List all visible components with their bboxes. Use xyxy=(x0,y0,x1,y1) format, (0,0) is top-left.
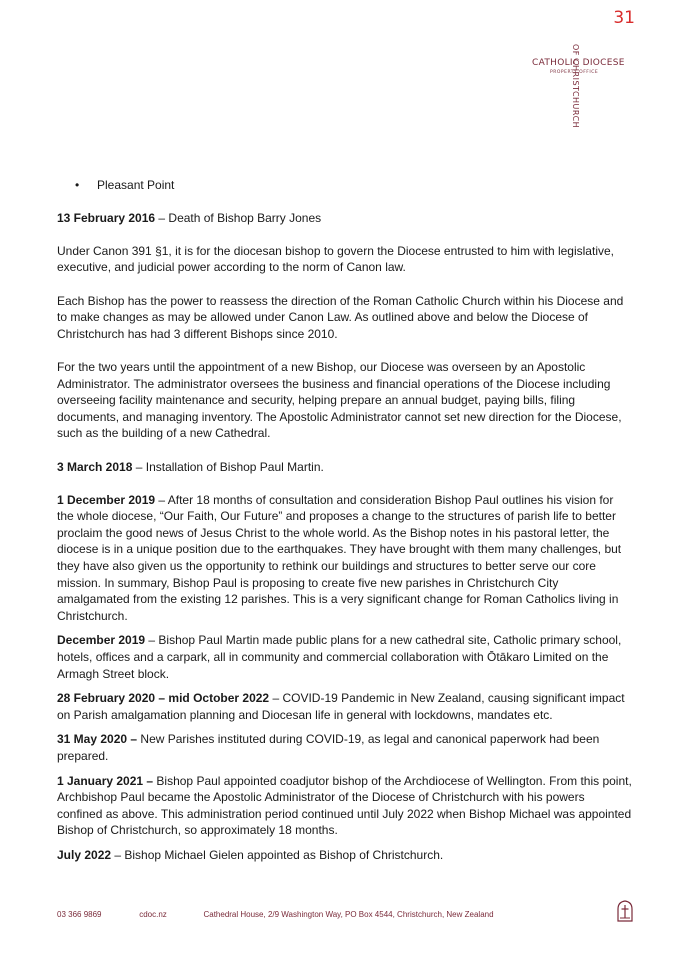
footer-address: Cathedral House, 2/9 Washington Way, PO Box 4544, Christchurch, New Zealand xyxy=(203,910,494,919)
paragraph-vision xyxy=(57,492,632,625)
logo-title: CATHOLIC DIOCESE xyxy=(532,58,625,68)
event-text: – Installation of Bishop Paul Martin. xyxy=(132,459,324,474)
cathedral-icon xyxy=(616,900,634,922)
event-date: December 2019 xyxy=(57,633,146,648)
paragraph-coadjutor xyxy=(57,773,632,839)
event-date: 1 January 2021 – xyxy=(57,773,154,788)
page-footer xyxy=(57,910,494,919)
paragraph-michael-gielen xyxy=(57,847,632,864)
diocese-logo xyxy=(528,44,628,159)
footer-phone: 03 366 9869 xyxy=(57,910,102,919)
event-text: Bishop Paul appointed coadjutor bishop of the Archdiocese of Wellington. From this point, Archbishop Paul became the Apostolic Administrator of the Diocese of Christchurch with his powers confined as above. This administration period continued until July 2022 when Bishop Michael was appointed Bishop of Christchurch, so approximately 18 months. xyxy=(57,773,632,838)
paragraph-installation xyxy=(57,459,632,476)
page-number: 31 xyxy=(613,8,635,28)
event-text: – After 18 months of consultation and consideration Bishop Paul outlines his vision for the whole diocese, “Our Faith, Our Future” and proposes a change to the structures of parish life to better proclaim the good news of Jesus Christ to the whole world. As the Bishop notes in his pastoral letter, the diocese is in a unique position due to the earthquakes. They have brought with them many challenges, but they have also given us the opportunity to rethink our buildings and structures to better serve our core mission. In summary, Bishop Paul is proposing to create five new parishes in Christchurch City amalgamated from the existing 12 parishes. This is a very significant change for Roman Catholics living in Christchurch. xyxy=(57,492,622,623)
event-date: 31 May 2020 – xyxy=(57,732,138,747)
event-date: 1 December 2019 xyxy=(57,492,156,507)
paragraph-cathedral-plans xyxy=(57,632,632,682)
event-date: July 2022 xyxy=(57,847,112,862)
logo-subtitle: PROPERTY OFFICE xyxy=(550,70,599,75)
logo-vertical-text: OF CHRISTCHURCH xyxy=(571,44,580,129)
document-body xyxy=(57,177,632,872)
paragraph-covid xyxy=(57,690,632,723)
paragraph-death-bishop xyxy=(57,210,632,227)
paragraph-bishop-power: Each Bishop has the power to reassess the direction of the Roman Catholic Church within his Diocese and to make changes as may be allowed under Canon Law. As outlined above and below the Diocese of Christchurch has had 3 different Bishops since 2010. xyxy=(57,293,624,341)
paragraph-administrator: For the two years until the appointment of a new Bishop, our Diocese was overseen by an Apostolic Administrator. The administrator oversees the business and financial operations of the Diocese including overseeing facility maintenance and security, helping prepare an annual budget, paying bills, filing documents, and managing inventory. The Apostolic Administrator cannot set new direction for the Diocese, such as the building of a new Cathedral. xyxy=(57,359,622,441)
paragraph-new-parishes xyxy=(57,731,632,764)
event-date: 3 March 2018 xyxy=(57,459,133,474)
paragraph-canon-law: Under Canon 391 §1, it is for the diocesan bishop to govern the Diocese entrusted to him with legislative, executive, and judicial power according to the norm of Canon law. xyxy=(57,243,614,275)
event-text: – Death of Bishop Barry Jones xyxy=(155,210,322,225)
event-text: – Bishop Michael Gielen appointed as Bishop of Christchurch. xyxy=(111,847,444,862)
event-text: – COVID-19 Pandemic in New Zealand, causing significant impact on Parish amalgamation planning and Diocesan life in general with lockdowns, mandates etc. xyxy=(57,691,625,722)
bullet-icon: • xyxy=(75,178,80,192)
event-date: 13 February 2016 xyxy=(57,210,156,225)
event-text: New Parishes instituted during COVID-19, as legal and canonical paperwork had been prepared. xyxy=(57,732,600,763)
event-text: – Bishop Paul Martin made public plans for a new cathedral site, Catholic primary school, hotels, offices and a carpark, all in community and commercial collaboration with Ōtākaro Limited on the Armagh Street block. xyxy=(57,633,622,681)
bullet-item xyxy=(57,177,632,194)
event-date: 28 February 2020 – mid October 2022 xyxy=(57,691,270,706)
bullet-text: Pleasant Point xyxy=(97,178,175,192)
footer-website: cdoc.nz xyxy=(139,910,167,919)
